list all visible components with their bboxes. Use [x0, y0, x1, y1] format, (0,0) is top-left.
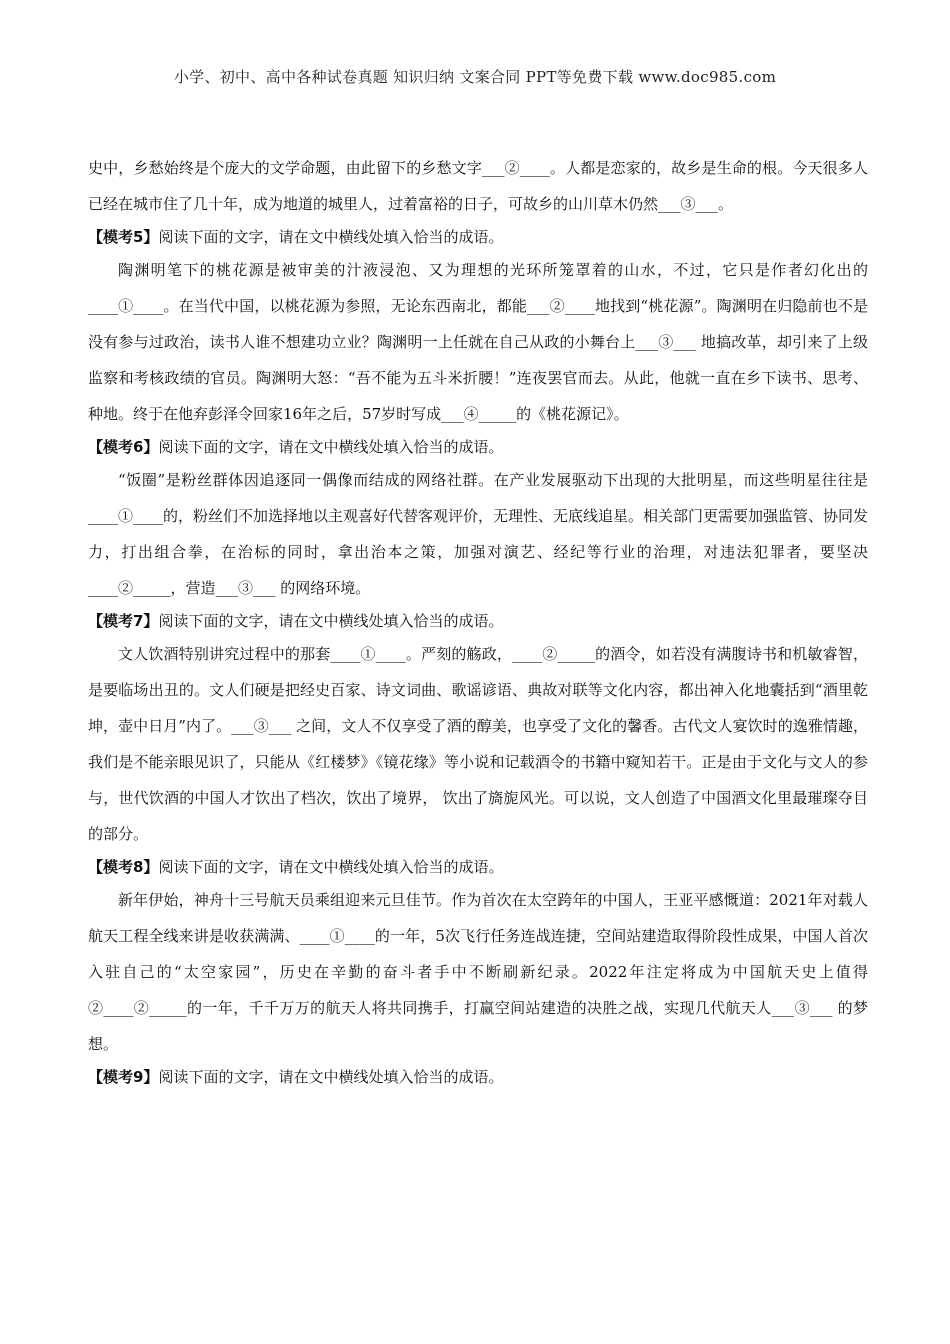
passage-5: 陶渊明笔下的桃花源是被审美的汁液浸泡、又为理想的光环所笼罩着的山水，不过，它只是作者幻化出的____①____。在当代中国，以桃花源为参照，无论东西南北，都能___②____地找到“桃花源”。陶渊明在归隐前也不是没有参与过政治，读书人谁不想建功立业？陶渊明一上任就在自己从政的小舞台上___③___ 地搞改革，却引来了上级监察和考核政绩的官员。陶渊明大怒：“吾不能为五斗米折腰！”连夜罢官而去。从此，他就一直在乡下读书、思考、种地。终于在他弃彭泽令回家16年之后，57岁时写成___④_____的《桃花源记》。 [88, 261, 868, 423]
passage-7: 文人饮酒特别讲究过程中的那套____①____。严刻的觞政，____②_____的酒令，如若没有满腹诗书和机敏睿智，是要临场出丑的。文人们硬是把经史百家、诗文词曲、歌谣谚语、典故对联等文化内容，都出神入化地囊括到“酒里乾坤，壶中日月”内了。___③___ 之间，文人不仅享受了酒的醇美，也享受了文化的馨香。古代文人宴饮时的逸雅情趣，我们是不能亲眼见识了，只能从《红楼梦》《镜花缘》等小说和记载酒令的书籍中窥知若干。正是由于文化与文人的参与，世代饮酒的中国人才饮出了档次，饮出了境界， 饮出了旖旎风光。可以说，文人创造了中国酒文化里最璀璨夺目的部分。 [88, 645, 868, 843]
question-prompt: 阅读下面的文字，请在文中横线处填入恰当的成语。 [158, 858, 504, 876]
question-label: 【模考9】 [88, 1068, 159, 1086]
page-header[interactable]: 小学、初中、高中各种试卷真题 知识归纳 文案合同 PPT等免费下载 www.doc985.com [173, 68, 777, 86]
question-label: 【模考6】 [88, 438, 159, 456]
passage-6: “饭圈”是粉丝群体因追逐同一偶像而结成的网络社群。在产业发展驱动下出现的大批明星，而这些明星往往是____①____的，粉丝们不加选择地以主观喜好代替客观评价，无理性、无底线追星。相关部门更需要加强监管、协同发力，打出组合拳，在治标的同时，拿出治本之策，加强对演艺、经纪等行业的治理，对违法犯罪者，要坚决____②_____，营造___③___ 的网络环境。 [88, 471, 869, 597]
question-heading-9 [88, 1062, 868, 1092]
question-heading-7 [88, 606, 868, 636]
document-body [88, 150, 868, 1092]
question-prompt: 阅读下面的文字，请在文中横线处填入恰当的成语。 [158, 438, 504, 456]
question-heading-8 [88, 852, 868, 882]
question-heading-6 [88, 432, 868, 462]
question-label: 【模考5】 [88, 228, 159, 246]
question-prompt: 阅读下面的文字，请在文中横线处填入恰当的成语。 [158, 228, 504, 246]
question-heading-5 [88, 222, 868, 252]
passage-8: 新年伊始，神舟十三号航天员乘组迎来元旦佳节。作为首次在太空跨年的中国人，王亚平感慨道：2021年对载人航天工程全线来讲是收获满满、____①____的一年，5次飞行任务连战连捷，空间站建造取得阶段性成果，中国人首次入驻自己的“太空家园”，历史在辛勤的奋斗者手中不断刷新纪录。2022年注定将成为中国航天史上值得 ②____②_____的一年，千千万万的航天人将共同携手，打赢空间站建造的决胜之战，实现几代航天人___③___ 的梦想。 [88, 891, 868, 1053]
question-prompt: 阅读下面的文字，请在文中横线处填入恰当的成语。 [158, 1068, 504, 1086]
question-label: 【模考7】 [88, 612, 159, 630]
question-prompt: 阅读下面的文字，请在文中横线处填入恰当的成语。 [158, 612, 504, 630]
paragraph-continuation: 史中，乡愁始终是个庞大的文学命题，由此留下的乡愁文字___②____。人都是恋家的，故乡是生命的根。今天很多人已经在城市住了几十年，成为地道的城里人，过着富裕的日子，可故乡的山川草木仍然___③___。 [88, 159, 868, 213]
question-label: 【模考8】 [88, 858, 159, 876]
